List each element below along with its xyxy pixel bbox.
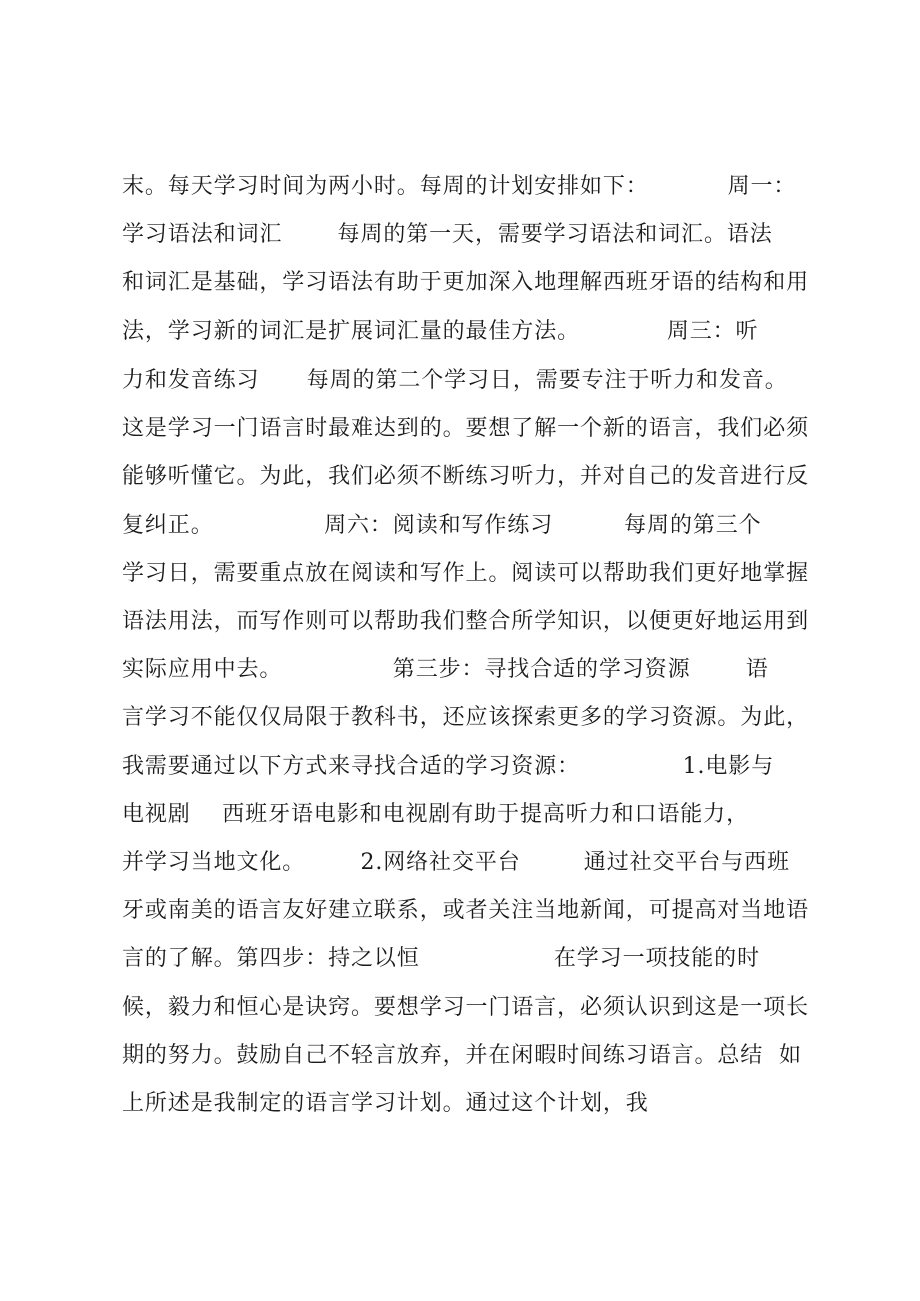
text-line: 言的了解。第四步：持之以恒 在学习一项技能的时: [122, 946, 760, 971]
text-line: 期的努力。鼓励自己不轻言放弃，并在闲暇时间练习语言。总结 如: [122, 1043, 802, 1068]
text-line: 学习语法和词汇 每周的第一天，需要学习语法和词汇。语法: [122, 222, 773, 247]
text-line: 和词汇是基础，学习语法有助于更加深入地理解西班牙语的结构和用: [122, 270, 810, 295]
text-line: 上所述是我制定的语言学习计划。通过这个计划，我: [122, 1091, 649, 1116]
text-line: 法，学习新的词汇是扩展词汇量的最佳方法。 周三：听: [122, 319, 759, 344]
text-line: 候，毅力和恒心是诀窍。要想学习一门语言，必须认识到这是一项长: [122, 995, 810, 1020]
text-line: 言学习不能仅仅局限于教科书，还应该探索更多的学习资源。为此，: [122, 705, 810, 730]
text-line: 能够听懂它。为此，我们必须不断练习听力，并对自己的发音进行反: [122, 464, 810, 489]
text-line: 力和发音练习 每周的第二个学习日，需要专注于听力和发音。: [122, 368, 788, 393]
text-line: 这是学习一门语言时最难达到的。要想了解一个新的语言，我们必须: [122, 416, 810, 441]
text-line: 电视剧 西班牙语电影和电视剧有助于提高听力和口语能力，: [122, 802, 749, 827]
text-line: 牙或南美的语言友好建立联系，或者关注当地新闻，可提高对当地语: [122, 898, 810, 923]
text-line: 并学习当地文化。 2.网络社交平台 通过社交平台与西班: [122, 850, 790, 875]
text-line: 我需要通过以下方式来寻找合适的学习资源： 1.电影与: [122, 754, 775, 779]
text-line: 学习日，需要重点放在阅读和写作上。阅读可以帮助我们更好地掌握: [122, 561, 810, 586]
text-line: 语法用法，而写作则可以帮助我们整合所学知识，以便更好地运用到: [122, 609, 810, 634]
text-line: 复纠正。 周六：阅读和写作练习 每周的第三个: [122, 513, 762, 538]
text-line: 末。每天学习时间为两小时。每周的计划安排如下： 周一：: [122, 174, 797, 199]
text-line: 实际应用中去。 第三步：寻找合适的学习资源 语: [122, 657, 769, 682]
